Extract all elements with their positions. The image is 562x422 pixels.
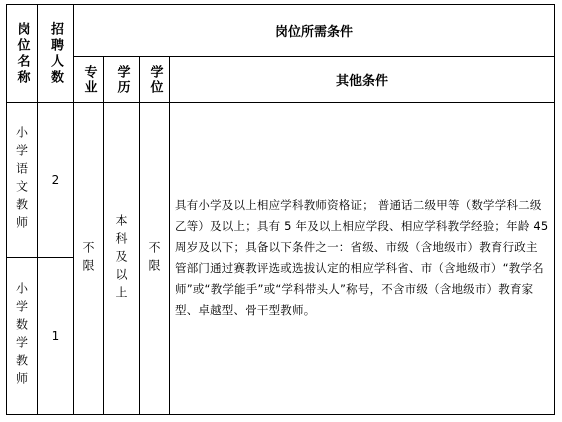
header-position-name xyxy=(7,5,37,102)
row-2-count xyxy=(38,258,73,414)
shared-other-text: 具有小学及以上相应学科教师资格证； 普通话二级甲等（数学学科二级乙等）及以上；具有 5 年及以上相应学段、相应学科教学经验；年龄 45 周岁及以下；具备以下条件之一：省级、市级（含地级市）教育行政主管部门通过赛教评选或选拔认定的相应学科省、市（含地级市）“教学名师”或“教学能手”或“学科带头人”称号，不含市级（含地级市）教育家型、卓越型、骨干型教师。 xyxy=(175,198,549,317)
row-1-count xyxy=(38,103,73,257)
shared-education-text: 本科及以上 xyxy=(114,213,128,304)
shared-major-text: 不限 xyxy=(81,240,95,277)
header-degree-text: 学位 xyxy=(147,64,163,95)
header-other xyxy=(170,57,554,102)
shared-degree-text: 不限 xyxy=(147,240,161,277)
shared-education xyxy=(104,103,139,414)
header-requirements-text: 岗位所需条件 xyxy=(274,25,353,40)
header-other-text: 其他条件 xyxy=(335,74,388,89)
header-education-text: 学历 xyxy=(114,64,130,95)
header-position-name-text: 岗位名称 xyxy=(14,21,30,86)
header-major-text: 专业 xyxy=(81,64,97,95)
row-1-position-text: 小学语文教师 xyxy=(14,126,29,234)
row-1-count-text: 2 xyxy=(51,173,60,187)
row-2-position-text: 小学数学教师 xyxy=(14,282,29,390)
rule-col5 xyxy=(169,56,170,415)
header-recruit-count-text: 招聘人数 xyxy=(48,21,63,86)
row-2-position xyxy=(7,258,37,414)
rule-right xyxy=(554,4,555,415)
shared-degree xyxy=(140,103,169,414)
header-major xyxy=(74,57,103,102)
header-degree xyxy=(140,57,169,102)
row-2-count-text: 1 xyxy=(51,329,60,343)
rule-bottom xyxy=(6,414,555,415)
shared-major xyxy=(74,103,103,414)
header-requirements xyxy=(74,5,554,56)
header-recruit-count xyxy=(38,5,73,102)
row-1-position xyxy=(7,103,37,257)
header-education xyxy=(104,57,139,102)
